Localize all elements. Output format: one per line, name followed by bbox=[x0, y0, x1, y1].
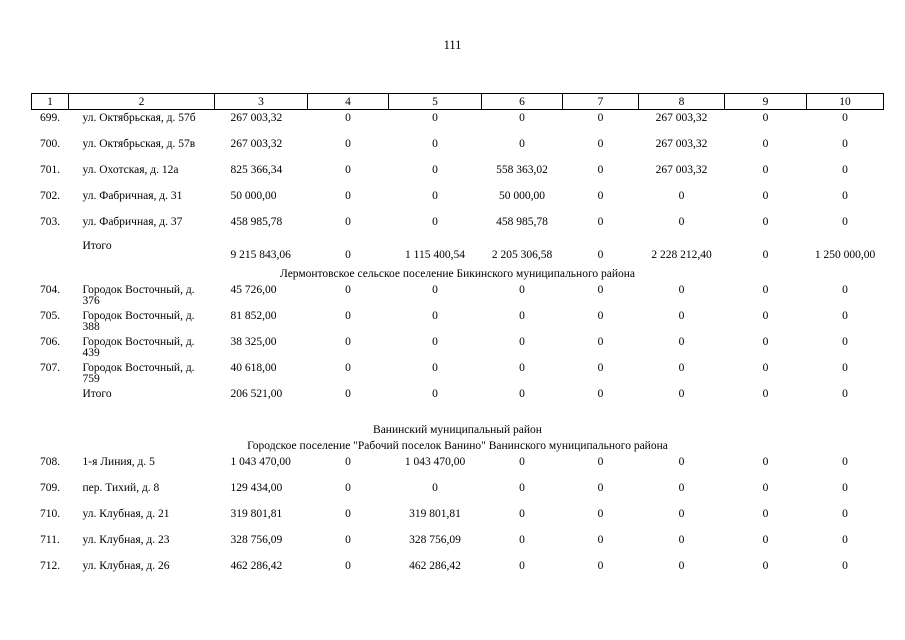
table-row bbox=[32, 480, 884, 506]
table-row bbox=[32, 308, 884, 334]
amount-col-9: 0 bbox=[762, 507, 769, 520]
column-number: 9 bbox=[725, 94, 807, 110]
column-number: 8 bbox=[639, 94, 725, 110]
amount-col-10: 0 bbox=[842, 507, 848, 520]
total-amount: 825 366,34 bbox=[230, 163, 283, 176]
address: 1-я Линия, д. 5 bbox=[82, 455, 155, 468]
amount-col-5: 0 bbox=[432, 309, 438, 322]
amount-col-5: 0 bbox=[432, 163, 438, 176]
row-number: 701. bbox=[39, 163, 61, 176]
amount-col-8: 0 bbox=[678, 309, 685, 322]
amount-col-10: 0 bbox=[842, 112, 848, 124]
table-row bbox=[32, 282, 884, 308]
amount-col-8: 0 bbox=[678, 189, 685, 202]
amount-col-6: 0 bbox=[519, 361, 525, 374]
amount-col-7: 0 bbox=[597, 533, 604, 546]
row-number: 702. bbox=[39, 189, 61, 202]
address: ул. Клубная, д. 26 bbox=[82, 559, 170, 572]
amount-col-7: 0 bbox=[597, 163, 604, 176]
amount-col-8: 0 bbox=[678, 533, 685, 546]
amount-col-6: 0 bbox=[519, 455, 525, 468]
amount-col-8: 267 003,32 bbox=[655, 137, 708, 150]
amount-col-4: 0 bbox=[345, 361, 351, 374]
amount-col-10: 0 bbox=[842, 283, 848, 296]
total-amount: 462 286,42 bbox=[230, 559, 283, 572]
amount-col-7: 0 bbox=[597, 283, 604, 296]
column-number: 6 bbox=[482, 94, 563, 110]
amount-col-4: 0 bbox=[345, 309, 351, 322]
amount-col-4: 0 bbox=[345, 283, 351, 296]
amount-col-6: 0 bbox=[519, 481, 525, 494]
row-number: 711. bbox=[40, 533, 60, 546]
table-row bbox=[32, 136, 884, 162]
amount-col-4: 0 bbox=[345, 163, 351, 176]
address: ул. Охотская, д. 12а bbox=[82, 163, 179, 176]
amount-col-4: 0 bbox=[345, 189, 351, 202]
address: Итого bbox=[82, 387, 112, 400]
amount-col-9: 0 bbox=[762, 112, 769, 124]
total-amount: 319 801,81 bbox=[230, 507, 283, 520]
total-amount: 50 000,00 bbox=[230, 189, 277, 202]
amount-col-6: 0 bbox=[519, 335, 525, 348]
amount-col-4: 0 bbox=[345, 481, 351, 494]
row-number bbox=[32, 386, 69, 412]
row-number: 705. bbox=[39, 309, 61, 322]
amount-col-5: 1 043 470,00 bbox=[404, 455, 466, 468]
amount-col-10: 1 250 000,00 bbox=[814, 248, 876, 261]
amount-col-8: 0 bbox=[678, 335, 685, 348]
amount-col-5: 0 bbox=[432, 361, 438, 374]
table-row bbox=[32, 532, 884, 558]
amount-col-7: 0 bbox=[597, 559, 604, 572]
row-number: 704. bbox=[39, 283, 61, 296]
amount-col-7: 0 bbox=[597, 507, 604, 520]
total-amount: 129 434,00 bbox=[230, 481, 283, 494]
amount-col-5: 462 286,42 bbox=[409, 559, 461, 572]
total-amount: 458 985,78 bbox=[230, 215, 283, 228]
address: Итого bbox=[82, 239, 112, 252]
table-row bbox=[32, 188, 884, 214]
amount-col-7: 0 bbox=[597, 309, 604, 322]
amount-col-7: 0 bbox=[597, 387, 604, 400]
amount-col-6: 0 bbox=[519, 137, 525, 150]
data-table bbox=[31, 93, 884, 584]
amount-col-8: 0 bbox=[678, 283, 685, 296]
total-amount: 267 003,32 bbox=[230, 112, 283, 124]
amount-col-9: 0 bbox=[762, 533, 769, 546]
amount-col-7: 0 bbox=[597, 137, 604, 150]
amount-col-9: 0 bbox=[762, 309, 769, 322]
amount-col-6: 0 bbox=[519, 507, 525, 520]
amount-col-7: 0 bbox=[597, 189, 604, 202]
column-number: 10 bbox=[807, 94, 884, 110]
amount-col-9: 0 bbox=[762, 189, 769, 202]
column-number: 1 bbox=[32, 94, 69, 110]
amount-col-10: 0 bbox=[842, 189, 848, 202]
amount-col-10: 0 bbox=[842, 387, 848, 400]
address: ул. Октябрьская, д. 57в bbox=[82, 137, 196, 150]
amount-col-9: 0 bbox=[762, 559, 769, 572]
table-row bbox=[32, 214, 884, 240]
table-row bbox=[32, 558, 884, 584]
section-title: Городское поселение "Рабочий поселок Ванино" Ванинского муниципального района bbox=[247, 439, 668, 452]
total-amount: 328 756,09 bbox=[230, 533, 283, 546]
amount-col-8: 0 bbox=[678, 455, 685, 468]
row-number: 710. bbox=[39, 507, 61, 520]
amount-col-4: 0 bbox=[345, 137, 351, 150]
total-amount: 1 043 470,00 bbox=[230, 455, 291, 468]
address: ул. Клубная, д. 21 bbox=[82, 507, 170, 520]
amount-col-6: 458 985,78 bbox=[496, 215, 548, 228]
section-heading bbox=[32, 422, 884, 438]
amount-col-6: 0 bbox=[519, 533, 525, 546]
amount-col-9: 0 bbox=[762, 387, 769, 400]
address: Городок Восточный, д. 439 bbox=[82, 335, 195, 359]
amount-col-10: 0 bbox=[842, 361, 848, 374]
amount-col-10: 0 bbox=[842, 163, 848, 176]
total-amount: 9 215 843,06 bbox=[230, 248, 291, 261]
address: Городок Восточный, д. 388 bbox=[82, 309, 195, 333]
column-number: 7 bbox=[563, 94, 639, 110]
amount-col-8: 267 003,32 bbox=[655, 112, 708, 124]
amount-col-7: 0 bbox=[597, 248, 604, 261]
spacer bbox=[32, 412, 884, 422]
amount-col-7: 0 bbox=[597, 455, 604, 468]
table-row bbox=[32, 506, 884, 532]
column-number: 5 bbox=[389, 94, 482, 110]
amount-col-7: 0 bbox=[597, 481, 604, 494]
amount-col-8: 2 228 212,40 bbox=[651, 248, 712, 261]
amount-col-8: 267 003,32 bbox=[655, 163, 708, 176]
amount-col-5: 0 bbox=[432, 335, 438, 348]
row-number: 706. bbox=[39, 335, 61, 348]
address: Городок Восточный, д. 759 bbox=[82, 361, 195, 385]
total-amount: 206 521,00 bbox=[230, 387, 283, 400]
amount-col-5: 1 115 400,54 bbox=[405, 248, 465, 261]
amount-col-9: 0 bbox=[762, 361, 769, 374]
amount-col-9: 0 bbox=[762, 455, 769, 468]
amount-col-5: 0 bbox=[432, 283, 438, 296]
amount-col-5: 0 bbox=[432, 189, 438, 202]
amount-col-10: 0 bbox=[842, 335, 848, 348]
amount-col-10: 0 bbox=[842, 137, 848, 150]
spacer-row bbox=[32, 412, 884, 422]
address: ул. Клубная, д. 23 bbox=[82, 533, 170, 546]
amount-col-7: 0 bbox=[597, 335, 604, 348]
row-number: 699. bbox=[39, 112, 61, 124]
amount-col-5: 0 bbox=[432, 137, 438, 150]
section-heading bbox=[32, 266, 884, 282]
amount-col-6: 0 bbox=[519, 283, 525, 296]
amount-col-8: 0 bbox=[678, 507, 685, 520]
amount-col-9: 0 bbox=[762, 248, 769, 261]
column-number: 2 bbox=[69, 94, 215, 110]
amount-col-8: 0 bbox=[678, 361, 685, 374]
amount-col-5: 0 bbox=[432, 112, 438, 124]
amount-col-4: 0 bbox=[345, 533, 351, 546]
amount-col-9: 0 bbox=[762, 481, 769, 494]
row-number: 700. bbox=[39, 137, 61, 150]
amount-col-6: 558 363,02 bbox=[496, 163, 548, 176]
total-amount: 45 726,00 bbox=[230, 283, 277, 296]
amount-col-8: 0 bbox=[678, 481, 685, 494]
address: пер. Тихий, д. 8 bbox=[82, 481, 160, 494]
amount-col-7: 0 bbox=[597, 215, 604, 228]
amount-col-9: 0 bbox=[762, 335, 769, 348]
amount-col-9: 0 bbox=[762, 137, 769, 150]
amount-col-8: 0 bbox=[678, 559, 685, 572]
amount-col-10: 0 bbox=[842, 455, 848, 468]
row-number: 708. bbox=[39, 455, 61, 468]
amount-col-4: 0 bbox=[345, 215, 351, 228]
column-number: 3 bbox=[215, 94, 308, 110]
amount-col-4: 0 bbox=[345, 335, 351, 348]
amount-col-4: 0 bbox=[345, 455, 351, 468]
amount-col-9: 0 bbox=[762, 215, 769, 228]
total-amount: 267 003,32 bbox=[230, 137, 283, 150]
table-row bbox=[32, 162, 884, 188]
address: ул. Фабричная, д. 37 bbox=[82, 215, 183, 228]
row-number: 703. bbox=[39, 215, 61, 228]
row-number bbox=[32, 240, 69, 266]
amount-col-5: 0 bbox=[432, 215, 438, 228]
amount-col-8: 0 bbox=[678, 215, 685, 228]
table-row bbox=[32, 110, 884, 136]
section-title: Лермонтовское сельское поселение Бикинского муниципального района bbox=[279, 267, 636, 280]
amount-col-6: 0 bbox=[519, 559, 525, 572]
amount-col-5: 0 bbox=[432, 481, 438, 494]
address: ул. Октябрьская, д. 57б bbox=[82, 112, 196, 124]
column-number: 4 bbox=[308, 94, 389, 110]
amount-col-9: 0 bbox=[762, 283, 769, 296]
table-row bbox=[32, 386, 884, 412]
amount-col-5: 319 801,81 bbox=[409, 507, 461, 520]
address: Городок Восточный, д. 376 bbox=[82, 283, 195, 307]
table-row bbox=[32, 454, 884, 480]
amount-col-10: 0 bbox=[842, 215, 848, 228]
amount-col-6: 50 000,00 bbox=[499, 189, 545, 202]
amount-col-8: 0 bbox=[678, 387, 685, 400]
amount-col-4: 0 bbox=[345, 112, 351, 124]
amount-col-6: 0 bbox=[519, 112, 525, 124]
amount-col-7: 0 bbox=[597, 112, 604, 124]
amount-col-9: 0 bbox=[762, 163, 769, 176]
row-number: 707. bbox=[39, 361, 61, 374]
amount-col-10: 0 bbox=[842, 533, 848, 546]
amount-col-4: 0 bbox=[345, 387, 351, 400]
section-heading bbox=[32, 438, 884, 454]
row-number: 712. bbox=[39, 559, 61, 572]
amount-col-5: 0 bbox=[432, 387, 438, 400]
total-amount: 40 618,00 bbox=[230, 361, 277, 374]
amount-col-10: 0 bbox=[842, 559, 848, 572]
total-amount: 81 852,00 bbox=[230, 309, 277, 322]
amount-col-6: 0 bbox=[519, 309, 525, 322]
amount-col-6: 0 bbox=[519, 387, 525, 400]
address: ул. Фабричная, д. 31 bbox=[82, 189, 183, 202]
row-number: 709. bbox=[39, 481, 61, 494]
amount-col-5: 328 756,09 bbox=[409, 533, 461, 546]
page-number: 111 bbox=[443, 38, 462, 52]
amount-col-10: 0 bbox=[842, 481, 848, 494]
section-title: Ванинский муниципальный район bbox=[373, 423, 542, 436]
amount-col-4: 0 bbox=[345, 559, 351, 572]
amount-col-6: 2 205 306,58 bbox=[491, 248, 553, 261]
table-row bbox=[32, 360, 884, 386]
amount-col-4: 0 bbox=[345, 248, 351, 261]
table-row bbox=[32, 334, 884, 360]
total-amount: 38 325,00 bbox=[230, 335, 277, 348]
column-number-header bbox=[32, 94, 884, 110]
amount-col-4: 0 bbox=[345, 507, 351, 520]
total-row bbox=[32, 240, 884, 266]
amount-col-10: 0 bbox=[842, 309, 848, 322]
amount-col-7: 0 bbox=[597, 361, 604, 374]
